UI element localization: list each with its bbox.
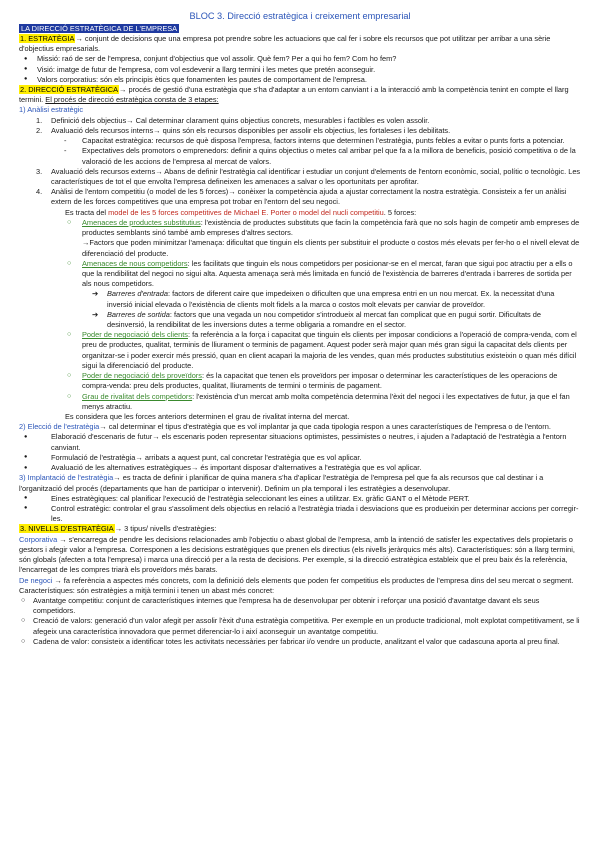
- direccio-definition: → procés de gestió d'una estratègia que s'ha d'adaptar a un entorn canviant i a la interacció amb la competència tenint en compte el llarg termini.: [19, 85, 569, 105]
- list-item: ● Visió: imatge de futur de l'empresa, com vol esdevenir a llarg termini i les metes que pretén aconseguir.: [19, 65, 581, 75]
- list-item: ● Formulació de l'estratègia→ arribats a aquest punt, cal concretar l'estratègia que es vol aplicar.: [19, 453, 581, 463]
- stage-3-paragraph: 3) Implantació de l'estratègia→ es tracta de definir i planificar de quina manera s'ha d'aplicar l'estratègia de l'empresa pel que fa als recursos que cal destinar i a l'organització del procés (departaments que han de participar o intervenir). Definim un pla temporal i les estratègies a desenvolupar.: [19, 473, 544, 493]
- level-corporativa-label: Corporativa: [19, 534, 58, 544]
- list-item: - Expectatives dels promotors o emprenedors: definir a quins objectius o metes cal arribar pel que fa a la millora de beneficis, posició competitiva o de la valoració de les accions de l'empresa al mercat de valors.: [19, 146, 581, 166]
- level-negoci-label: De negoci: [19, 575, 53, 585]
- paragraph-estrategia: [19, 34, 581, 54]
- force-item: ○ Amenaces de productes substitutius: l'existència de productes substituts que facin la competència farà que no sols hagin de competir amb empreses de productes semblants sinó també amb empreses d'altres sectors.: [19, 218, 581, 238]
- force-note: →Factors que poden minimitzar l'amenaça: dificultat que tinguin els clients per substituir el producte o costos més elevats per fer-ho o el nivell elevat de diferenciació del producte.: [82, 238, 580, 258]
- list-item: ○ Cadena de valor: consisteix a identificar totes les activitats necessàries per fabricar i/o vendre un producte, analitzant el valor que cadascuna aporta al preu final.: [19, 637, 581, 647]
- force-title: Poder de negociació dels proveïdors: [82, 371, 202, 381]
- five-forces-list-2: [19, 259, 581, 290]
- stage-3-list: [19, 494, 581, 525]
- list-item: 2. Avaluació dels recursos interns→ quins són els recursos disponibles per assolir els objectius, les fortaleses i les debilitats.: [36, 125, 451, 135]
- estrategia-definition: → conjunt de decisions que una empresa pot prendre sobre les actuacions que cal fer i sobre els recursos que pot utilitzar per arribar a una sèrie d'objectius empresarials.: [19, 33, 551, 54]
- porter-intro: Es tracta del model de les 5 forces competitives de Michael E. Porter o model del nucli competitiu. 5 forces:: [65, 207, 417, 217]
- list-item: ● Control estratègic: controlar el grau s'assoliment dels objectius en relació a l'estratègia triada i desviacions que es produeixin per determinar accions per corregir-les.: [19, 504, 581, 524]
- five-forces-list-3: [19, 330, 581, 412]
- list-item: ○ Creació de valors: generació d'un valor afegit per assolir l'èxit d'una estratègia competitiva. Per exemple en un producte tradicional, molt explotat competitivament, se li afegeix una característica innovadora que permet diferenciar-lo i així aconseguir un avantatge competitiu.: [19, 616, 581, 636]
- section-header: LA DIRECCIÓ ESTRATÈGICA DE L'EMPRESA: [21, 23, 178, 33]
- list-item: - Capacitat estratègica: recursos de què disposa l'empresa, factors interns que determinen l'estratègia, punts febles a evitar o punts forts a potenciar.: [19, 136, 581, 146]
- list-item: ● Valors corporatius: són els principis ètics que fonamenten les pautes de comportament de l'empresa.: [19, 75, 581, 85]
- negoci-list: [19, 596, 581, 647]
- term-nivells: 3. NIVELLS D'ESTRATÈGIA: [20, 524, 114, 534]
- stage-2-title: 2) Elecció de l'estratègia: [19, 422, 100, 432]
- level-negoci: De negoci → fa referència a aspectes més concrets, com la definició dels elements que poden fer competitius els productes de l'empresa dins del seu mercat o segment. Característiques: són estratègies a mitjà termini i tenen un abast més concret:: [19, 575, 574, 595]
- list-item: 1. Definició dels objectius→ Cal determinar clarament quins objectius concrets, mesurables i factibles es volen assolir.: [36, 115, 430, 125]
- section-header-line: [19, 24, 581, 34]
- stage-1-list: [19, 116, 581, 136]
- force-item: ○ Amenaces de nous competidors: les facilitats que tinguin els nous competidors per posicionar-se en el mercat, faran que sigui poc atractiu per a ells o que la rendibilitat del negoci no sigui alta. Aquesta amenaça serà més limitada en funció de l'existència de barreres d'entrada i barreres de sortida per als nous competidors.: [19, 259, 581, 290]
- force-title: Grau de rivalitat dels competidors: [82, 391, 193, 401]
- list-item: ● Missió: raó de ser de l'empresa, conjunt d'objectius que vol assolir. Què fem? Per a qui ho fem? Com ho fem?: [19, 54, 581, 64]
- porter-model-name: model de les 5 forces competitives de Michael E. Porter o model del nucli competitiu: [108, 207, 384, 217]
- list-item: 3. Avaluació dels recursos externs→ Abans de definir l'estratègia cal identificar i estudiar un conjunt d'elements de l'entorn econòmic, social, polític o tecnològic. Les característiques de tot el que envolta l'empresa defineixen les amenaces a salvar o les oportunitats per aprofitar.: [36, 166, 581, 186]
- document-title: BLOC 3. Direcció estratègica i creixement empresarial: [189, 11, 411, 21]
- paragraph-direccio: [19, 85, 581, 105]
- stage-1-list-cont: [19, 167, 581, 208]
- forces-conclusion: Es considera que les forces anteriors determinen el grau de rivalitat interna del mercat.: [65, 412, 350, 421]
- paragraph-nivells: 3. NIVELLS D'ESTRATÈGIA→ 3 tipus/ nivells d'estratègies:: [20, 524, 217, 534]
- stage-1-title: 1) Anàlisi estratègic: [19, 105, 84, 115]
- list-item: 4. Anàlisi de l'entorn competitiu (o model de les 5 forces)→ conèixer la competència ajuda a ajustar correctament la nostra estratègia. Consisteix a fer un anàlisi extern de les forces competitives que una empresa pot trobar en l'entorn del seu negoci.: [36, 187, 567, 207]
- five-forces-list: [19, 218, 581, 238]
- term-estrategia: 1. ESTRATÈGIA: [20, 33, 75, 43]
- stage-2-list: [19, 432, 581, 473]
- list-item: ○ Avantatge competitiu: conjunt de característiques internes que l'empresa ha de desenvolupar per obtenir i reforçar una posició d'avantatge davant els seus competidors.: [19, 596, 581, 616]
- force-item: ○ Grau de rivalitat dels competidors: l'existència d'un mercat amb molta competència determina l'èxit del negoci i les expectatives de futur, ja que el fan menys atractiu.: [19, 392, 581, 412]
- stage-2-paragraph: 2) Elecció de l'estratègia→ cal determinar el tipus d'estratègia que es vol implantar ja que cada tipologia respon a unes característiques de l'empresa o de l'entorn.: [19, 422, 551, 432]
- force-item: ○ Poder de negociació dels clients: fa referència a la força i capacitat que tinguin els clients per imposar condicions a l'operació de compra-venda, com el preu de productes, qualitat, terminis de lliurament o terminis de pagament. Aquest poder serà major quan més gran sigui la capacitat dels clients per organitzar-se i poder exercir més pressió, quan en client acapari la majoria de les vendes, quan més productes substitutius existeixin o quan més difícil sigui la diferenciació del producte.: [19, 330, 581, 371]
- barrier-item: ➔ Barreres d'entrada: factors de diferent caire que impedeixen o dificulten que una empresa entri en un nou mercat. Ex. la necessitat d'una inversió inicial elevada o l'existència de clients molt fidels a la marca o costos molt elevats per canviar de proveïdor.: [19, 289, 581, 309]
- barriers-list: [19, 289, 581, 330]
- barrier-item: ➔ Barreres de sortida: factors que una vegada un nou competidor s'introdueix al mercat fan complicat que en pugui sortir. Dificultats de desinversió, la rendibilitat de les inversions dutes a terme obligaria a romandre en el sector.: [19, 310, 581, 330]
- list-item: ● Eines estratègiques: cal planificar l'execució de l'estratègia seleccionant les eines a utilitzar. Ex. gràfic GANT o el Mètode PERT.: [19, 494, 581, 504]
- level-corporativa: Corporativa → s'encarrega de pendre les decisions relacionades amb l'objectiu o abast global de l'empresa, amb la intenció de satisfer les expectatives dels propietaris o gestors i afegir valor a l'empresa. Corresponen a les decisions estratègiques que prenen els directius (els nivells jeràrquics més alts). Característiques: són a llarg termini, són globals (afecten a tota l'empresa) i marca una direcció per a la resta de decisions. Per exemple, si la direcció estratègica estableix que el preu baix és la referència, l'encarregat de les compres triarà els proveïdors més barats.: [19, 534, 575, 575]
- list-item: ● Avaluació de les alternatives estratègiques→ és important disposar d'alternatives a l'estratègia que es vol aplicar.: [19, 463, 581, 473]
- force-item: ○ Poder de negociació dels proveïdors: és la capacitat que tenen els proveïdors per imposar o determinar les característiques de les operacions de compra-venda: preu dels productes, qualitat, lliuraments de termini o terminis de pagament.: [19, 371, 581, 391]
- force-title: Amenaces de productes substitutius: [82, 217, 201, 227]
- force-title: Amenaces de nous competidors: [82, 258, 188, 268]
- list-item: ● Elaboració d'escenaris de futur→ els escenaris poden representar situacions optimistes, pessimistes o neutres, i ajuden a l'adaptació de l'estratègia a l'entorn canviant.: [19, 432, 581, 452]
- stage-3-title: 3) Implantació de l'estratègia: [19, 473, 114, 483]
- internal-resources-sublist: [19, 136, 581, 167]
- mission-vision-values-list: [19, 54, 581, 85]
- stages-intro: El procés de direcció estratègica consta de 3 etapes:: [45, 95, 219, 105]
- term-direccio-estrategica: 2. DIRECCIÓ ESTRATÈGICA: [20, 85, 119, 94]
- force-title: Poder de negociació dels clients: [82, 330, 188, 340]
